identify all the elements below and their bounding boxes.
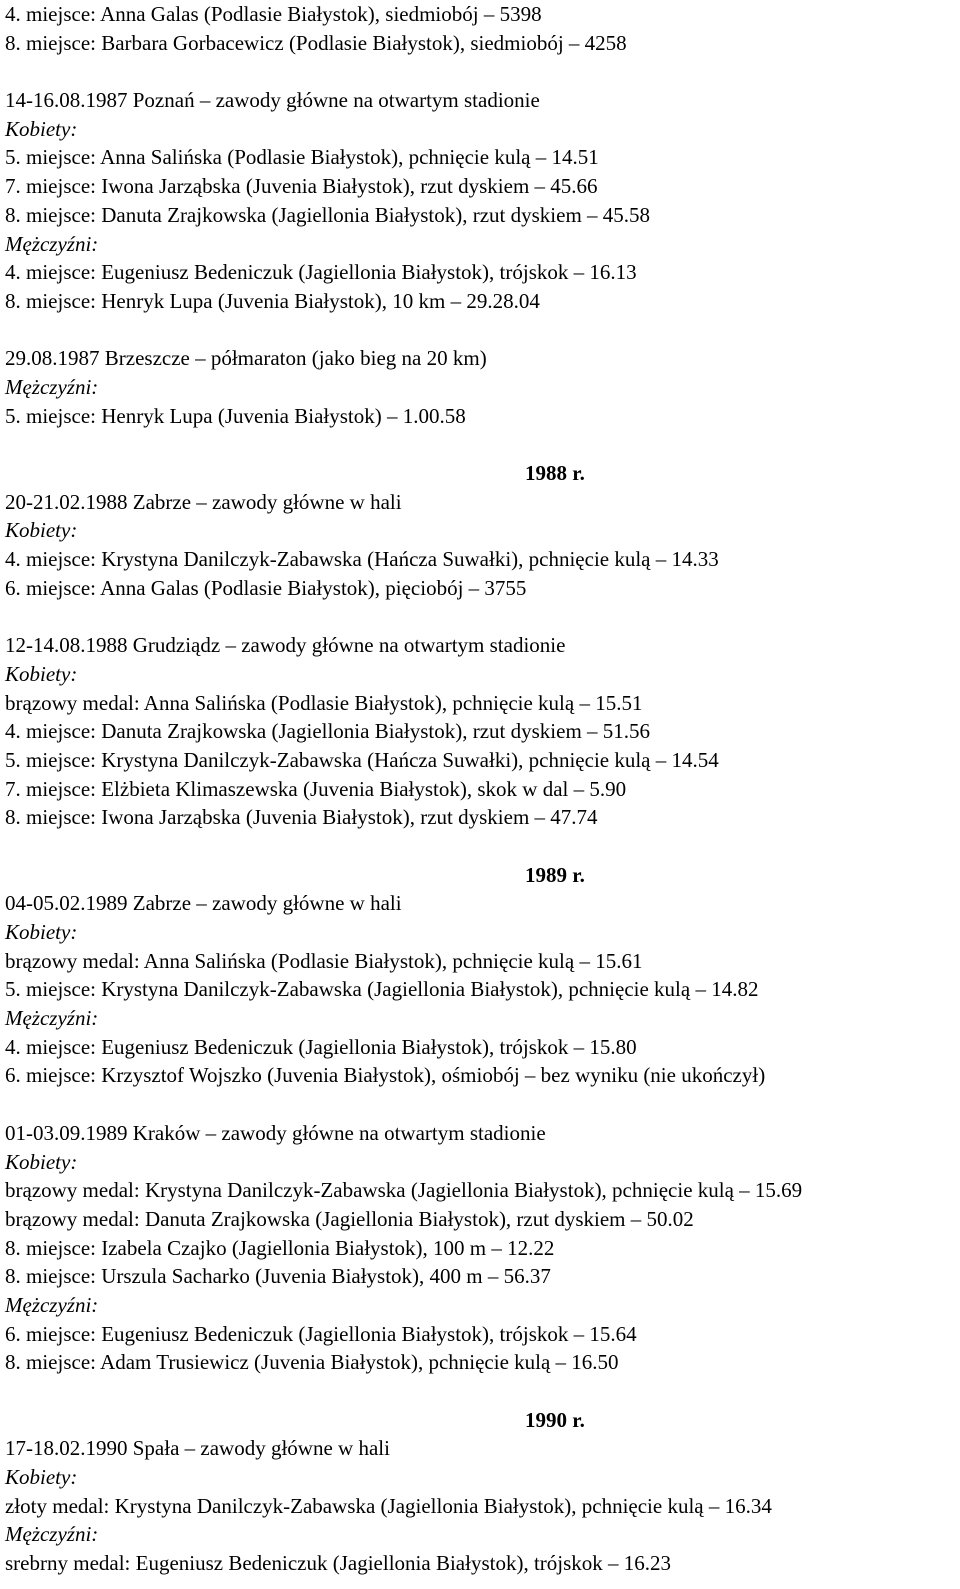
text-line: 8. miejsce: Danuta Zrajkowska (Jagiellonia Białystok), rzut dyskiem – 45.58 — [5, 202, 651, 227]
year-heading: 1988 r. — [525, 461, 585, 485]
year-heading: 1990 r. — [525, 1407, 585, 1432]
text-line: 17-18.02.1990 Spała – zawody główne w hali — [5, 1436, 390, 1461]
text-line: 12-14.08.1988 Grudziądz – zawody główne na otwartym stadionie — [5, 633, 566, 658]
blank-line — [5, 1377, 955, 1406]
text-line: 8. miejsce: Iwona Jarząbska (Juvenia Białystok), rzut dyskiem – 47.74 — [5, 805, 598, 830]
text-line: 6. miejsce: Krzysztof Wojszko (Juvenia Białystok), ośmiobój – bez wyniku (nie ukończył) — [5, 1063, 766, 1088]
text-line: 04-05.02.1989 Zabrze – zawody główne w hali — [5, 891, 402, 916]
text-line: 7. miejsce: Iwona Jarząbska (Juvenia Białystok), rzut dyskiem – 45.66 — [5, 174, 598, 199]
category-heading: Kobiety: — [5, 920, 78, 944]
text-line: 6. miejsce: Eugeniusz Bedeniczuk (Jagiellonia Białystok), trójskok – 15.64 — [5, 1321, 637, 1346]
blank-line — [5, 1090, 955, 1119]
text-line: brązowy medal: Anna Salińska (Podlasie Białystok), pchnięcie kulą – 15.51 — [5, 690, 643, 715]
category-heading: Kobiety: — [5, 518, 78, 543]
category-heading: Mężczyźni: — [5, 1292, 99, 1317]
text-line: 29.08.1987 Brzeszcze – półmaraton (jako bieg na 20 km) — [5, 346, 487, 371]
text-line: 5. miejsce: Anna Salińska (Podlasie Białystok), pchnięcie kulą – 14.51 — [5, 145, 599, 170]
document-page — [5, 0, 955, 1578]
text-line: brązowy medal: Danuta Zrajkowska (Jagiellonia Białystok), rzut dyskiem – 50.02 — [5, 1206, 694, 1231]
category-heading: Kobiety: — [5, 1465, 78, 1490]
text-line: 4. miejsce: Eugeniusz Bedeniczuk (Jagiellonia Białystok), trójskok – 15.80 — [5, 1034, 637, 1059]
text-line: 8. miejsce: Urszula Sacharko (Juvenia Białystok), 400 m – 56.37 — [5, 1264, 551, 1289]
category-heading: Kobiety: — [5, 116, 78, 141]
category-heading: Mężczyźni: — [5, 1522, 99, 1547]
blank-line — [5, 316, 955, 345]
text-line: złoty medal: Krystyna Danilczyk-Zabawska (Jagiellonia Białystok), pchnięcie kulą – 16.34 — [5, 1493, 772, 1518]
blank-line — [5, 602, 955, 631]
text-line: 5. miejsce: Krystyna Danilczyk-Zabawska (Jagiellonia Białystok), pchnięcie kulą – 14.82 — [5, 977, 759, 1002]
text-line: 8. miejsce: Izabela Czajko (Jagiellonia Białystok), 100 m – 12.22 — [5, 1235, 555, 1260]
text-line: 20-21.02.1988 Zabrze – zawody główne w hali — [5, 489, 402, 514]
category-heading: Kobiety: — [5, 661, 78, 686]
text-line: 8. miejsce: Adam Trusiewicz (Juvenia Białystok), pchnięcie kulą – 16.50 — [5, 1350, 619, 1375]
blank-line — [5, 57, 955, 86]
text-line: 4. miejsce: Anna Galas (Podlasie Białystok), siedmiobój – 5398 — [5, 2, 542, 26]
text-line: 4. miejsce: Eugeniusz Bedeniczuk (Jagiellonia Białystok), trójskok – 16.13 — [5, 260, 637, 285]
category-heading: Mężczyźni: — [5, 1006, 99, 1031]
text-line: 8. miejsce: Barbara Gorbacewicz (Podlasie Białystok), siedmiobój – 4258 — [5, 30, 627, 55]
text-line: 7. miejsce: Elżbieta Klimaszewska (Juvenia Białystok), skok w dal – 5.90 — [5, 776, 627, 801]
text-line: 4. miejsce: Danuta Zrajkowska (Jagiellonia Białystok), rzut dyskiem – 51.56 — [5, 719, 651, 744]
blank-line — [5, 832, 955, 861]
text-line: brązowy medal: Krystyna Danilczyk-Zabawska (Jagiellonia Białystok), pchnięcie kulą – 15.69 — [5, 1178, 803, 1203]
category-heading: Mężczyźni: — [5, 231, 99, 256]
text-line: 14-16.08.1987 Poznań – zawody główne na otwartym stadionie — [5, 88, 540, 113]
text-line: 5. miejsce: Henryk Lupa (Juvenia Białystok) – 1.00.58 — [5, 403, 466, 428]
category-heading: Kobiety: — [5, 1149, 78, 1174]
text-line: 4. miejsce: Krystyna Danilczyk-Zabawska (Hańcza Suwałki), pchnięcie kulą – 14.33 — [5, 547, 719, 572]
text-line: 01-03.09.1989 Kraków – zawody główne na otwartym stadionie — [5, 1120, 546, 1145]
text-line: 8. miejsce: Henryk Lupa (Juvenia Białystok), 10 km – 29.28.04 — [5, 288, 540, 313]
blank-line — [5, 430, 955, 459]
text-line: 6. miejsce: Anna Galas (Podlasie Białystok), pięciobój – 3755 — [5, 575, 527, 600]
text-line: brązowy medal: Anna Salińska (Podlasie Białystok), pchnięcie kulą – 15.61 — [5, 948, 643, 973]
text-line: srebrny medal: Eugeniusz Bedeniczuk (Jagiellonia Białystok), trójskok – 16.23 — [5, 1551, 672, 1576]
year-heading: 1989 r. — [525, 862, 585, 887]
text-line: 5. miejsce: Krystyna Danilczyk-Zabawska (Hańcza Suwałki), pchnięcie kulą – 14.54 — [5, 747, 719, 772]
category-heading: Mężczyźni: — [5, 374, 99, 399]
